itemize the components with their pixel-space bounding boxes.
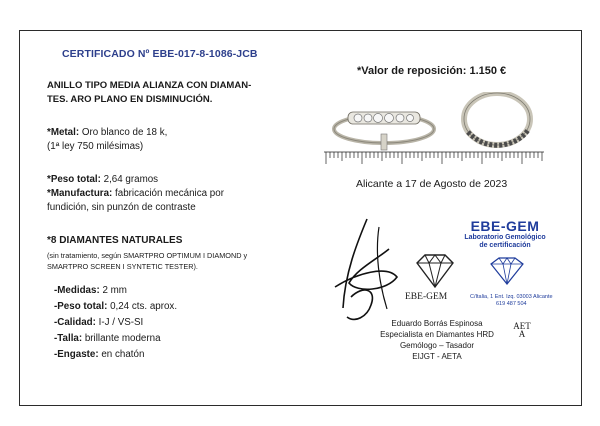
lab-phone: 619 487 504: [496, 301, 527, 307]
spec-row: [54, 300, 177, 314]
product-line-1: ANILLO TIPO MEDIA ALIANZA CON DIAMAN-: [47, 80, 252, 91]
spec-value: en chatón: [98, 349, 145, 360]
lab-address: C/Italia, 1 Ent. Izq. 03003 Alicante: [470, 294, 553, 300]
spec-label: -Medidas:: [54, 285, 100, 296]
spec-row: [54, 348, 144, 362]
logo-text: EBE-GEM: [405, 292, 448, 302]
spec-value: 0,24 cts. aprox.: [107, 301, 178, 312]
metal-value: Oro blanco de 18 k,: [79, 127, 168, 138]
lab-subtitle-2: de certificación: [479, 242, 531, 249]
issue-date: Alicante a 17 de Agosto de 2023: [356, 178, 508, 190]
spec-label: -Peso total:: [54, 301, 108, 312]
ring-side-view: [334, 112, 434, 150]
weight-label: *Peso total:: [47, 174, 101, 185]
spec-label: -Talla:: [54, 333, 83, 344]
product-description: [47, 79, 277, 107]
signer-role-2: Gemólogo – Tasador: [399, 341, 475, 350]
ruler: [324, 152, 544, 164]
manufacture-label: *Manufactura:: [47, 188, 113, 199]
manufacture-detail: fundición, sin punzón de contraste: [47, 202, 196, 213]
signer-role-3: EIJGT - AETA: [412, 352, 462, 361]
ring-top-view: [464, 93, 530, 145]
metal-detail: (1ª ley 750 milésimas): [47, 141, 144, 152]
spec-value: 2 mm: [99, 285, 127, 296]
spec-row: [54, 332, 161, 346]
metal-row: [47, 126, 167, 140]
metal-label: *Metal:: [47, 127, 80, 138]
spec-row: [54, 284, 127, 298]
lab-name: EBE-GEM: [470, 218, 540, 234]
weight-row: [47, 173, 158, 187]
ring-photos: [322, 92, 547, 172]
diamonds-note-2: SMARTPRO SCREEN I SYNTETIC TESTER).: [47, 262, 198, 271]
lab-subtitle-1: Laboratorio Gemológico: [464, 234, 546, 241]
product-line-2: TES. ARO PLANO EN DISMINUCIÓN.: [47, 94, 213, 105]
spec-value: brillante moderna: [82, 333, 161, 344]
lab-stamp: [444, 218, 566, 250]
spec-row: [54, 316, 143, 330]
manufacture-value: fabricación mecánica por: [112, 188, 224, 199]
signer-block: [367, 318, 507, 362]
diamonds-note-1: (sin tratamiento, según SMARTPRO OPTIMUM I DIAMOND y: [47, 251, 248, 260]
spec-label: -Calidad:: [54, 317, 96, 328]
weight-value: 2,64 gramos: [100, 174, 159, 185]
signer-name: Eduardo Borrás Espinosa: [391, 319, 483, 328]
diamond-logo-icon: [411, 253, 459, 291]
spec-label: -Engaste:: [54, 349, 99, 360]
aeta-logo: AETA: [513, 321, 531, 339]
spec-value: I-J / VS-SI: [95, 317, 144, 328]
manufacture-row: [47, 187, 224, 201]
replacement-value: *Valor de reposición: 1.150 €: [357, 65, 507, 77]
certificate-title: CERTIFICADO Nº EBE-017-8-1086-JCB: [62, 48, 258, 60]
signature-icon: [327, 213, 409, 333]
signer-role-1: Especialista en Diamantes HRD: [380, 330, 494, 339]
diamonds-title: *8 DIAMANTES NATURALES: [47, 235, 183, 246]
lab-diamond-icon: [487, 256, 527, 286]
